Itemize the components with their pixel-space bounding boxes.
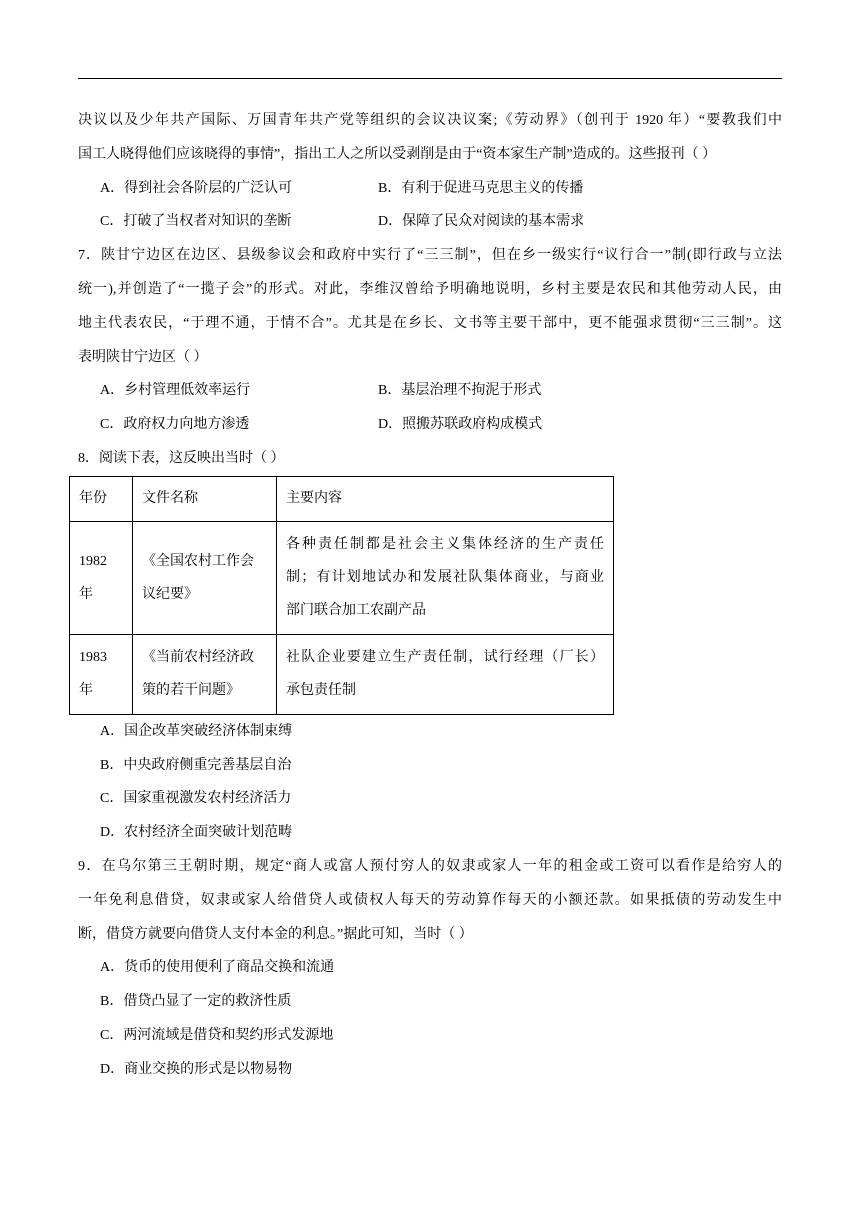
question-7-stem-line: 地主代表农民，“于理不通，于情不合”。尤其是在乡长、文书等主要干部中，更不能强求贯彻“三三制”。这 (78, 315, 782, 331)
cell-line: 《全国农村工作会 (142, 553, 254, 569)
question-6-option-a: A．得到社会各阶层的广泛认可 (100, 180, 293, 196)
cell-line: 承包责任制 (286, 683, 356, 699)
cell-line: 《当前农村经济政 (142, 650, 254, 666)
question-9 (78, 850, 782, 1087)
table-header-label: 文件名称 (142, 491, 198, 507)
question-8-option-a: A．国企改革突破经济体制束缚 (100, 723, 293, 739)
cell-line: 年 (79, 586, 93, 602)
question-8-option-d: D．农村经济全面突破计划范畴 (100, 825, 293, 841)
table-cell-title (133, 634, 277, 714)
cell-line: 议纪要》 (142, 586, 198, 602)
question-9-option-c: C．两河流域是借贷和契约形式发源地 (100, 1027, 334, 1043)
cell-line: 1983 (79, 650, 107, 666)
question-9-stem-line: 9．在乌尔第三王朝时期，规定“商人或富人预付穷人的奴隶或家人一年的租金或工资可以看作是给穷人的 (78, 858, 782, 874)
question-7-options-row (78, 408, 782, 442)
table-header-label: 年份 (79, 491, 107, 507)
question-9-option-b: B．借贷凸显了一定的救济性质 (100, 994, 292, 1010)
question-6-option-c: C．打破了当权者对知识的垄断 (100, 214, 292, 230)
question-6-stem-line: 决议以及少年共产国际、万国青年共产党等组织的会议决议案;《劳动界》（创刊于 1920 年）“要教我们中 (78, 113, 782, 128)
question-6-option-b: B．有利于促进马克思主义的传播 (378, 180, 584, 196)
question-7-option-d: D．照搬苏联政府构成模式 (378, 417, 543, 433)
table-header-title (133, 476, 277, 521)
table-header-label: 主要内容 (286, 491, 342, 507)
question-8-option-c: C．国家重视激发农村经济活力 (100, 791, 292, 807)
policy-table (69, 476, 614, 715)
question-6-stem-line: 国工人晓得他们应该晓得的事情”，指出工人之所以受剥削是由于“资本家生产制”造成的。这些报刊（ ） (78, 146, 717, 162)
question-6-options-row (78, 205, 782, 239)
table-header-year (70, 476, 133, 521)
question-9-option-a: A．货币的使用便利了商品交换和流通 (100, 960, 335, 976)
question-6-options-row (78, 172, 782, 206)
cell-line: 部门联合加工农副产品 (286, 603, 426, 619)
question-9-stem-line: 一年免利息借贷，奴隶或家人给借贷人或债权人每天的劳动算作每天的小额还款。如果抵债的劳动发生中 (78, 892, 782, 908)
table-cell-year (70, 521, 133, 634)
table-cell-content (277, 634, 614, 714)
cell-line: 年 (79, 683, 93, 699)
cell-line: 制；有计划地试办和发展社队集体商业，与商业 (286, 570, 604, 586)
cell-line: 社队企业要建立生产责任制，试行经理（厂长） (286, 650, 604, 666)
table-cell-year (70, 634, 133, 714)
table-row (70, 634, 614, 714)
question-6-option-d: D．保障了民众对阅读的基本需求 (378, 214, 585, 230)
question-8 (78, 442, 782, 850)
table-header-row (70, 476, 614, 521)
question-7-option-c: C．政府权力向地方渗透 (100, 417, 250, 433)
question-9-option-d: D．商业交换的形式是以物易物 (100, 1061, 293, 1077)
question-7 (78, 239, 782, 442)
question-7-stem-line: 表明陕甘宁边区（ ） (78, 349, 208, 365)
cell-line: 各种责任制都是社会主义集体经济的生产责任 (286, 537, 604, 553)
question-7-stem-line: 统一),并创造了“一揽子会”的形式。对此，李维汉曾给予明确地说明，乡村主要是农民和其他劳动人民，由 (78, 281, 782, 297)
cell-line: 策的若干问题》 (142, 683, 240, 699)
exam-content (78, 104, 782, 1087)
question-7-stem-line: 7．陕甘宁边区在边区、县级参议会和政府中实行了“三三制”，但在乡一级实行“议行合一”制(即行政与立法 (78, 248, 782, 264)
table-cell-content (277, 521, 614, 634)
table-header-content (277, 476, 614, 521)
question-8-stem: 8．阅读下表，这反映出当时（ ） (78, 450, 285, 466)
question-6 (78, 104, 782, 239)
question-7-option-a: A．乡村管理低效率运行 (100, 383, 251, 399)
top-rule (78, 78, 782, 79)
question-9-stem-line: 断，借贷方就要向借贷人支付本金的利息。”据此可知，当时（ ） (78, 926, 473, 942)
table-cell-title (133, 521, 277, 634)
cell-line: 1982 (79, 553, 107, 569)
table-row (70, 521, 614, 634)
question-7-options-row (78, 374, 782, 408)
question-7-option-b: B．基层治理不拘泥于形式 (378, 383, 542, 399)
question-8-option-b: B．中央政府侧重完善基层自治 (100, 757, 292, 773)
